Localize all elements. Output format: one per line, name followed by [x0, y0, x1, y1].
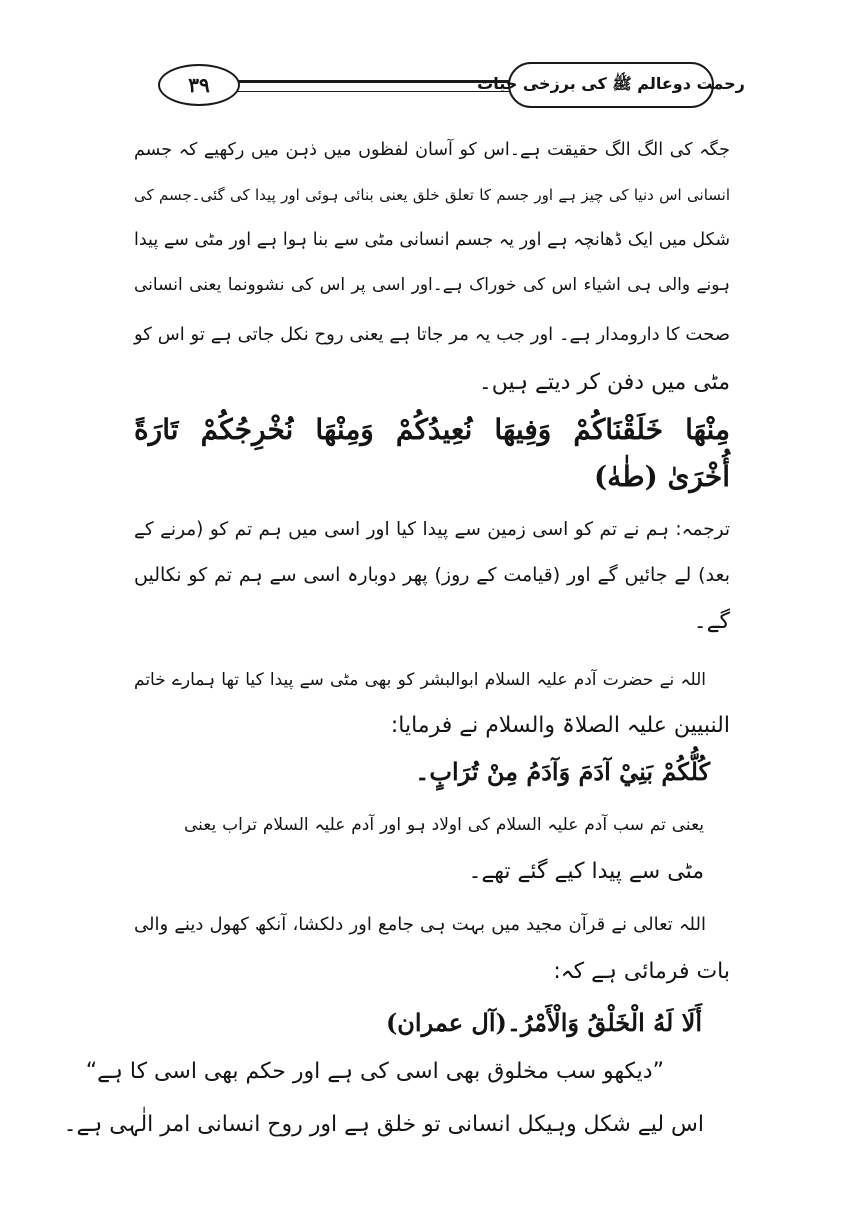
text-line: ہونے والی ہی اشیاء اس کی خوراک ہے۔اور اسی پر اس کی نشوونما یعنی انسانی: [134, 275, 730, 295]
quran-verse: مِنْهَا خَلَقْنَاكُمْ وَفِيهَا نُعِيدُكُمْ وَمِنْهَا نُخْرِجُكُمْ تَارَةً: [134, 413, 730, 446]
text-line: مٹی میں دفن کر دیتے ہیں۔: [478, 370, 730, 395]
translation-line: گے۔: [693, 609, 730, 634]
hadith-translation: یعنی تم سب آدم علیہ السلام کی اولاد ہو اور آدم علیہ السلام تراب یعنی: [184, 815, 704, 835]
hadith-translation: مٹی سے پیدا کیے گئے تھے۔: [468, 859, 704, 884]
text-line: اللہ نے حضرت آدم علیہ السلام ابوالبشر کو بھی مٹی سے پیدا کیا تھا ہمارے خاتم: [134, 670, 706, 690]
quote-translation: ”دیکھو سب مخلوق بھی اسی کی ہے اور حکم بھی اسی کا ہے“: [85, 1059, 664, 1084]
text-line: اللہ تعالی نے قرآن مجید میں بہت ہی جامع اور دلکشا، آنکھ کھول دینے والی: [134, 914, 706, 935]
translation-line: بعد) لے جائیں گے اور (قیامت کے روز) پھر دوبارہ اسی سے ہم تم کو نکالیں: [134, 564, 730, 586]
translation-line: ترجمہ: ہم نے تم کو اسی زمین سے پیدا کیا اور اسی میں ہم تم کو (مرنے کے: [134, 519, 730, 540]
hadith-arabic: كُلُّكُمْ بَنِيْ آدَمَ وَآدَمُ مِنْ تُرَابٍ۔: [415, 757, 710, 786]
text-line: النبیین علیہ الصلاۃ والسلام نے فرمایا:: [390, 713, 730, 738]
header-rule: [212, 80, 518, 92]
book-title: رحمت دوعالم ﷺ کی برزخی حیات: [508, 62, 714, 108]
page-number: ۳۹: [158, 64, 240, 106]
page-header: [154, 58, 745, 114]
closing-line: اس لیے شکل وہیکل انسانی تو خلق ہے اور روح انسانی امر الٰہی ہے۔: [63, 1112, 704, 1137]
text-line: انسانی اس دنیا کی چیز ہے اور جسم کا تعلق خلق یعنی بنائی ہوئی اور پیدا کی گئی۔جسم کی: [134, 186, 730, 204]
text-line: بات فرمائی ہے کہ:: [553, 959, 730, 984]
text-line: جگہ کی الگ الگ حقیقت ہے۔اس کو آسان لفظوں میں ذہن میں رکھیے کہ جسم: [134, 140, 730, 160]
text-line: شکل میں ایک ڈھانچہ ہے اور یہ جسم انسانی مٹی سے بنا ہوا ہے اور مٹی سے پیدا: [134, 230, 730, 250]
quran-verse-end: أُخْرَىٰ (طٰهٰ): [594, 460, 730, 493]
quran-verse-2: أَلَا لَهُ الْخَلْقُ وَالْأَمْرُ۔(آل عمران): [385, 1008, 702, 1037]
text-line: صحت کا دارومدار ہے۔ اور جب یہ مر جاتا ہے یعنی روح نکل جاتی ہے تو اس کو: [134, 324, 730, 345]
